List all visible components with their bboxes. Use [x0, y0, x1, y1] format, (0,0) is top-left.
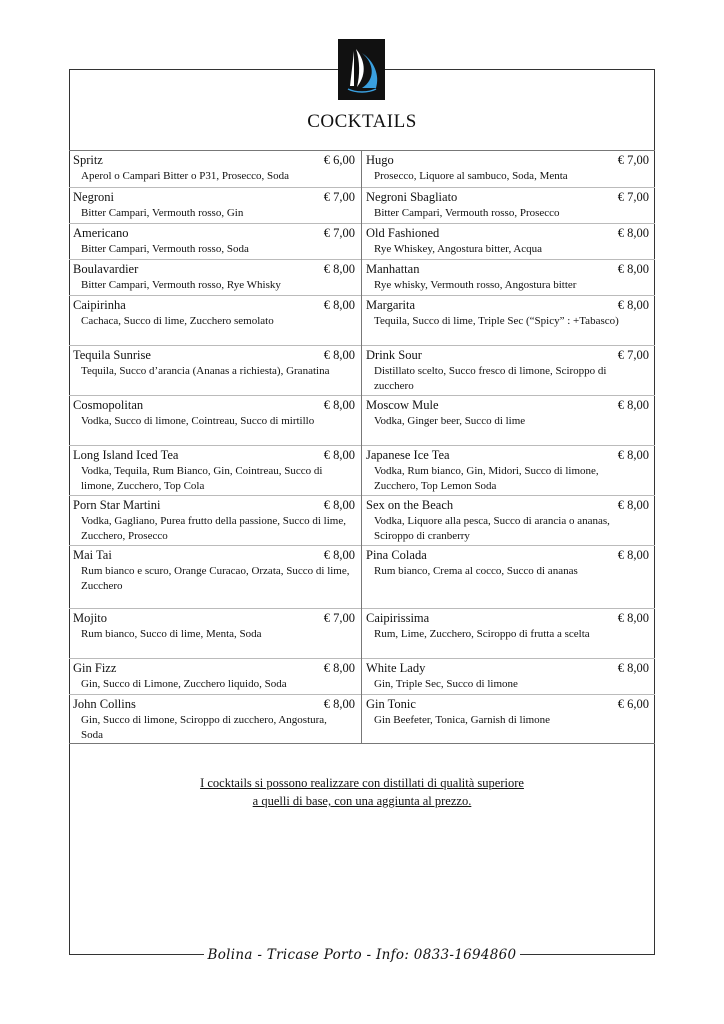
item-price: € 8,00 [617, 548, 649, 562]
item-description: Rum bianco e scuro, Orange Curacao, Orzata, Succo di lime, Zucchero [81, 565, 350, 592]
menu-item [69, 695, 361, 745]
menu-item [69, 260, 361, 296]
menu-item [69, 396, 361, 446]
menu-column-left [69, 151, 362, 743]
item-name: Drink Sour [366, 348, 422, 362]
item-name: Long Island Iced Tea [73, 448, 179, 462]
item-name: John Collins [73, 697, 136, 711]
item-price: € 8,00 [617, 448, 649, 462]
item-description: Vodka, Liquore alla pesca, Succo di arancia o ananas, Sciroppo di cranberry [374, 515, 610, 542]
item-description: Rum bianco, Succo di lime, Menta, Soda [81, 628, 262, 640]
item-price: € 8,00 [617, 498, 649, 512]
cocktail-menu [69, 150, 655, 744]
item-price: € 7,00 [617, 348, 649, 362]
item-price: € 7,00 [323, 190, 355, 204]
item-description: Vodka, Rum bianco, Gin, Midori, Succo di limone, Zucchero, Top Lemon Soda [374, 465, 599, 492]
menu-item [362, 260, 655, 296]
item-price: € 7,00 [617, 190, 649, 204]
item-description: Vodka, Gagliano, Purea frutto della passione, Succo di lime, Zucchero, Prosecco [81, 515, 346, 542]
item-price: € 8,00 [323, 398, 355, 412]
menu-item [362, 659, 655, 695]
item-description: Vodka, Ginger beer, Succo di lime [374, 415, 526, 427]
price-note-line: a quelli di base, con una aggiunta al prezzo. [252, 794, 472, 808]
item-name: Moscow Mule [366, 398, 439, 412]
item-description: Aperol o Campari Bitter o P31, Prosecco, Soda [81, 170, 290, 182]
item-name: White Lady [366, 661, 426, 675]
price-note [69, 774, 655, 810]
item-price: € 8,00 [323, 498, 355, 512]
item-name: Porn Star Martini [73, 498, 161, 512]
price-note-line: I cocktails si possono realizzare con distillati di qualità superiore [200, 776, 524, 790]
menu-item [69, 659, 361, 695]
item-price: € 7,00 [323, 611, 355, 625]
menu-item [69, 346, 361, 396]
item-description: Rum bianco, Crema al cocco, Succo di ananas [374, 565, 578, 577]
item-name: Gin Fizz [73, 661, 117, 675]
menu-item [362, 396, 655, 446]
item-price: € 8,00 [323, 448, 355, 462]
item-description: Gin, Succo di Limone, Zucchero liquido, Soda [81, 678, 287, 690]
item-description: Gin, Triple Sec, Succo di limone [374, 678, 518, 690]
item-name: Margarita [366, 298, 416, 312]
item-description: Rye Whiskey, Angostura bitter, Acqua [374, 243, 543, 255]
item-description: Bitter Campari, Vermouth rosso, Soda [81, 243, 249, 255]
item-price: € 8,00 [617, 398, 649, 412]
item-name: Mojito [73, 611, 108, 625]
item-description: Vodka, Succo di limone, Cointreau, Succo di mirtillo [81, 415, 315, 427]
item-price: € 7,00 [617, 153, 649, 167]
item-price: € 7,00 [323, 226, 355, 240]
menu-item [362, 346, 655, 396]
menu-item [362, 546, 655, 609]
item-name: Mai Tai [73, 548, 112, 562]
item-price: € 8,00 [617, 611, 649, 625]
item-description: Tequila, Succo di lime, Triple Sec (“Spicy” : +Tabasco) [374, 315, 619, 327]
item-description: Gin, Succo di limone, Sciroppo di zucchero, Angostura, Soda [81, 714, 327, 741]
menu-item [362, 296, 655, 346]
item-price: € 8,00 [323, 298, 355, 312]
item-name: Caipirissima [366, 611, 430, 625]
item-name: Boulavardier [73, 262, 139, 276]
menu-item [69, 496, 361, 546]
item-name: Spritz [73, 153, 103, 167]
menu-item [69, 188, 361, 224]
item-description: Distillato scelto, Succo fresco di limone, Sciroppo di zucchero [374, 365, 607, 392]
item-description: Bitter Campari, Vermouth rosso, Prosecco [374, 207, 560, 219]
item-price: € 8,00 [617, 226, 649, 240]
item-name: Sex on the Beach [366, 498, 454, 512]
item-name: Old Fashioned [366, 226, 440, 240]
item-price: € 8,00 [323, 262, 355, 276]
item-price: € 8,00 [323, 661, 355, 675]
menu-item [69, 296, 361, 346]
menu-item [362, 188, 655, 224]
item-description: Rum, Lime, Zucchero, Sciroppo di frutta a scelta [374, 628, 590, 640]
menu-item [69, 151, 361, 188]
page-title: COCKTAILS [307, 111, 417, 132]
menu-item [362, 224, 655, 260]
item-name: Gin Tonic [366, 697, 416, 711]
item-description: Rye whisky, Vermouth rosso, Angostura bitter [374, 279, 577, 291]
menu-item [362, 609, 655, 659]
item-name: Pina Colada [366, 548, 427, 562]
item-price: € 8,00 [617, 661, 649, 675]
menu-item [362, 151, 655, 188]
item-name: Cosmopolitan [73, 398, 144, 412]
item-description: Prosecco, Liquore al sambuco, Soda, Menta [374, 170, 568, 182]
item-name: Hugo [366, 153, 394, 167]
item-price: € 8,00 [617, 262, 649, 276]
item-name: Americano [73, 226, 129, 240]
menu-item [362, 446, 655, 496]
item-price: € 8,00 [323, 548, 355, 562]
item-description: Bitter Campari, Vermouth rosso, Rye Whisky [81, 279, 281, 291]
item-name: Negroni [73, 190, 114, 204]
item-price: € 6,00 [617, 697, 649, 711]
menu-column-right [362, 151, 655, 743]
item-price: € 6,00 [323, 153, 355, 167]
menu-item [69, 546, 361, 609]
item-name: Negroni Sbagliato [366, 190, 458, 204]
item-name: Japanese Ice Tea [366, 448, 450, 462]
menu-item [362, 496, 655, 546]
footer-contact: Bolina - Tricase Porto - Info: 0833-1694860 [204, 947, 521, 963]
item-price: € 8,00 [323, 697, 355, 711]
menu-item [362, 695, 655, 745]
menu-item [69, 446, 361, 496]
item-name: Manhattan [366, 262, 420, 276]
item-price: € 8,00 [323, 348, 355, 362]
item-price: € 8,00 [617, 298, 649, 312]
item-description: Vodka, Tequila, Rum Bianco, Gin, Cointreau, Succo di limone, Zucchero, Top Cola [81, 465, 323, 492]
item-description: Gin Beefeter, Tonica, Garnish di limone [374, 714, 551, 726]
footer [69, 944, 655, 963]
item-description: Tequila, Succo d’arancia (Ananas a richiesta), Granatina [81, 365, 330, 377]
menu-item [69, 224, 361, 260]
item-name: Tequila Sunrise [73, 348, 151, 362]
menu-item [69, 609, 361, 659]
item-description: Bitter Campari, Vermouth rosso, Gin [81, 207, 244, 219]
item-name: Caipirinha [73, 298, 126, 312]
item-description: Cachaca, Succo di lime, Zucchero semolato [81, 315, 274, 327]
sail-logo-icon [338, 39, 385, 100]
